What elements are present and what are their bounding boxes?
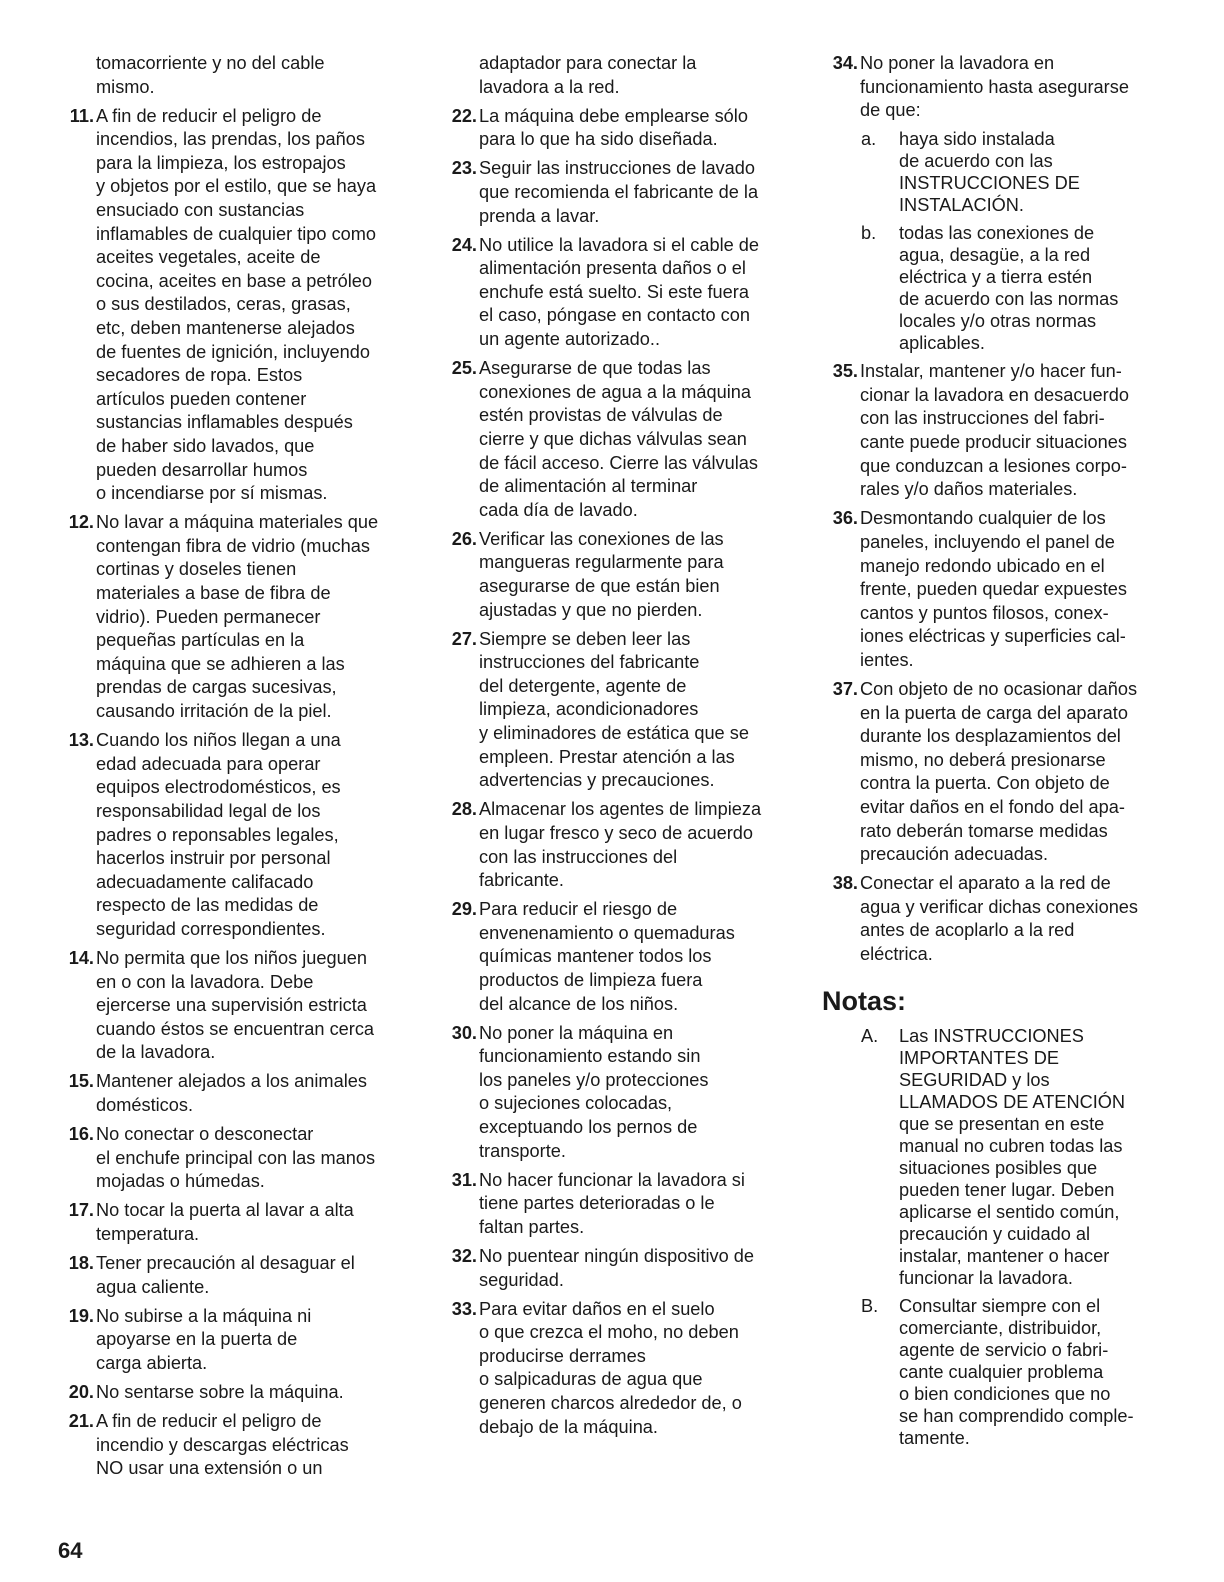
item-number: 30. <box>451 1022 477 1043</box>
item-text: Para evitar daños en el suelo o que crezca el moho, no deben producirse derrames o salpicaduras de agua que generen charcos alrededor de, o debajo de la máquina. <box>479 1298 742 1437</box>
list-item <box>58 947 403 1065</box>
item-number: 20. <box>68 1382 94 1403</box>
list-item <box>822 872 1167 966</box>
list-item <box>58 105 403 506</box>
list-item <box>441 1298 786 1440</box>
list-item <box>441 798 786 892</box>
item-number: 16. <box>68 1124 94 1145</box>
item-number: 19. <box>68 1305 94 1326</box>
note-label: B. <box>861 1295 879 1316</box>
item-text: Almacenar los agentes de limpieza en lugar fresco y seco de acuerdo con las instrucciones del fabricante. <box>479 799 762 891</box>
item-number: 23. <box>451 158 477 179</box>
item-text: Instalar, mantener y/o hacer fun- cionar la lavadora en desacuerdo con las instrucciones del fabri- cante puede producir situaciones que conduzcan a lesiones corpo- rales y/o daños materiales. <box>860 361 1129 500</box>
item-text: Asegurarse de que todas las conexiones de agua a la máquina estén provistas de válvulas de cierre y que dichas válvulas sean de fácil acceso. Cierre las válvulas de alimentación al terminar cada día de lavado. <box>479 358 758 520</box>
note-item <box>822 1295 1167 1449</box>
note-item <box>822 1025 1167 1289</box>
item-number: 32. <box>451 1246 477 1266</box>
item-text: Verificar las conexiones de las mangueras regularmente para asegurarse de que están bien ajustadas y que no pierden. <box>479 528 724 620</box>
list-item <box>822 507 1167 672</box>
item-number: 24. <box>451 234 477 255</box>
item-number: 33. <box>451 1298 477 1319</box>
item-text: La máquina debe emplearse sólo para lo que ha sido diseñada. <box>479 105 748 150</box>
list-item <box>58 1381 403 1405</box>
list-item <box>441 157 786 228</box>
item-text: Siempre se deben leer las instrucciones del fabricante del detergente, agente de limpieza, acondicionadores y eliminadores de estática que se empleen. Prestar atención a las advertencias y precauciones. <box>479 628 749 791</box>
item-number: 11. <box>69 105 94 126</box>
list-item <box>441 1245 786 1292</box>
item-number: 35. <box>832 361 858 382</box>
item-number: 14. <box>68 947 94 968</box>
column-1 <box>58 52 403 1486</box>
list-item <box>822 678 1167 867</box>
item-number: 29. <box>451 899 477 920</box>
sub-item <box>822 222 1167 354</box>
list-item <box>58 1123 403 1194</box>
item-text: Seguir las instrucciones de lavado que recomienda el fabricante de la prenda a lavar. <box>479 158 759 226</box>
item-text: No tocar la puerta al lavar a alta temperatura. <box>96 1200 354 1244</box>
item-text: Para reducir el riesgo de envenenamiento o quemaduras químicas mantener todos los productos de limpieza fuera del alcance de los niños. <box>479 899 735 1014</box>
item-number: 28. <box>451 799 477 820</box>
sub-item <box>822 128 1167 216</box>
item-text: No permita que los niños jueguen en o con la lavadora. Debe ejercerse una supervisión estricta cuando éstos se encuentran cerca de la lavadora. <box>96 947 375 1063</box>
item-number: 34. <box>832 53 858 73</box>
note-text: Las INSTRUCCIONES IMPORTANTES DE SEGURIDAD y los LLAMADOS DE ATENCIÓN que se presentan en este manual no cubren todas las situaciones posibles que pueden tener lugar. Deben aplicarse el sentido común, precaución y cuidado al instalar, mantener o hacer funcionar la lavadora. <box>899 1025 1126 1288</box>
item-number: 26. <box>451 528 477 549</box>
item-text: Con objeto de no ocasionar daños en la puerta de carga del aparato durante los desplazamientos del mismo, no deberá presionarse contra la puerta. Con objeto de evitar daños en el fondo del apa- rato deberán tomarse medidas precaución adecuadas. <box>860 679 1138 865</box>
column-3 <box>822 52 1167 1455</box>
list-item <box>441 234 786 352</box>
sub-item-text: haya sido instalada de acuerdo con las INSTRUCCIONES DE INSTALACIÓN. <box>899 129 1080 216</box>
list-item <box>58 1305 403 1376</box>
item-text: No poner la máquina en funcionamiento estando sin los paneles y/o protecciones o sujeciones colocadas, exceptuando los pernos de transporte. <box>479 1022 709 1161</box>
list-item <box>441 357 786 522</box>
item-number: 17. <box>68 1200 94 1221</box>
list-item <box>58 1070 403 1117</box>
note-label: A. <box>861 1025 879 1046</box>
item-number: 31. <box>451 1169 477 1190</box>
item-text: No conectar o desconectar el enchufe principal con las manos mojadas o húmedas. <box>96 1124 376 1192</box>
item-number: 18. <box>68 1253 94 1274</box>
list-item <box>441 1169 786 1240</box>
item-number: 15. <box>68 1071 94 1092</box>
sub-item-label: b. <box>861 223 877 244</box>
list-item <box>441 898 786 1016</box>
list-item <box>58 1252 403 1299</box>
item-text: No lavar a máquina materiales que contengan fibra de vidrio (muchas cortinas y doseles tienen materiales a base de fibra de vidrio). Pueden permanecer pequeñas partículas en la máquina que se adhieren a las prendas de cargas sucesivas, causando irritación de la piel. <box>96 512 379 722</box>
item-number: 36. <box>832 508 858 529</box>
item-text: Desmontando cualquier de los paneles, incluyendo el panel de manejo redondo ubicado en el frente, pueden quedar expuestes cantos y puntos filosos, conex- iones eléctricas y superficies cal- ientes. <box>860 508 1127 670</box>
item-text: No puentear ningún dispositivo de seguridad. <box>479 1246 755 1290</box>
list-item <box>58 1410 403 1481</box>
note-text: Consultar siempre con el comerciante, distribuidor, agente de servicio o fabri- cante cualquier problema o bien condiciones que no se han comprendido comple- tamente. <box>899 1295 1134 1448</box>
list-item <box>441 528 786 622</box>
column-2 <box>441 52 786 1445</box>
list-item <box>441 628 786 793</box>
list-item <box>58 511 403 723</box>
item-number: 27. <box>451 628 477 649</box>
list-item <box>58 1199 403 1246</box>
item-text: Cuando los niños llegan a una edad adecuada para operar equipos electrodomésticos, es responsabilidad legal de los padres o reponsables legales, hacerlos instruir por personal adecuadamente califacado respecto de las medidas de seguridad correspondientes. <box>96 730 341 939</box>
continuation-text: tomacorriente y no del cable mismo. <box>96 53 325 97</box>
item-text: No subirse a la máquina ni apoyarse en la puerta de carga abierta. <box>96 1305 312 1373</box>
sub-item-label: a. <box>861 129 877 150</box>
item-text: Conectar el aparato a la red de agua y verificar dichas conexiones antes de acoplarlo a la red eléctrica. <box>860 873 1139 965</box>
item-text: No hacer funcionar la lavadora si tiene partes deterioradas o le faltan partes. <box>479 1169 745 1237</box>
item-number: 21. <box>68 1411 94 1432</box>
item-number: 12. <box>68 512 94 533</box>
item-text: Mantener alejados a los animales domésticos. <box>96 1071 367 1116</box>
sub-item-text: todas las conexiones de agua, desagüe, a la red eléctrica y a tierra estén de acuerdo con las normas locales y/o otras normas aplicables. <box>899 223 1119 354</box>
list-item <box>441 1022 786 1164</box>
item-number: 25. <box>451 358 477 379</box>
item-text: A fin de reducir el peligro de incendio y descargas eléctricas NO usar una extensión o un <box>96 1411 349 1479</box>
item-number: 13. <box>68 730 94 751</box>
item-text: Tener precaución al desaguar el agua caliente. <box>96 1253 355 1297</box>
item-number: 22. <box>451 105 477 126</box>
item-text: No sentarse sobre la máquina. <box>96 1382 344 1403</box>
item-number: 38. <box>832 873 858 894</box>
item-text: No utilice la lavadora si el cable de alimentación presenta daños o el enchufe está suelto. Si este fuera el caso, póngase en contacto con un agente autorizado.. <box>479 234 760 350</box>
list-item <box>822 52 1167 123</box>
item-number: 37. <box>832 679 858 699</box>
list-item <box>441 105 786 152</box>
list-item <box>58 729 403 941</box>
notes-heading: Notas: <box>822 985 907 1016</box>
page-number: 64 <box>58 1538 83 1563</box>
list-item <box>822 360 1167 502</box>
item-text: A fin de reducir el peligro de incendios, las prendas, los paños para la limpieza, los estropajos y objetos por el estilo, que se haya ensuciado con sustancias inflamables de cualquier tipo como aceites vegetales, aceite de cocina, aceites en base a petróleo o sus destilados, ceras, grasas, etc, deben mantenerse alejados de fuentes de ignición, incluyendo secadores de ropa. Estos artículos pueden contener sustancias inflamables después de haber sido lavados, que pueden desarrollar humos o incendiarse por sí mismas. <box>96 105 377 504</box>
continuation-text: adaptador para conectar la lavadora a la red. <box>479 53 697 97</box>
item-text: No poner la lavadora en funcionamiento hasta asegurarse de que: <box>860 53 1129 121</box>
